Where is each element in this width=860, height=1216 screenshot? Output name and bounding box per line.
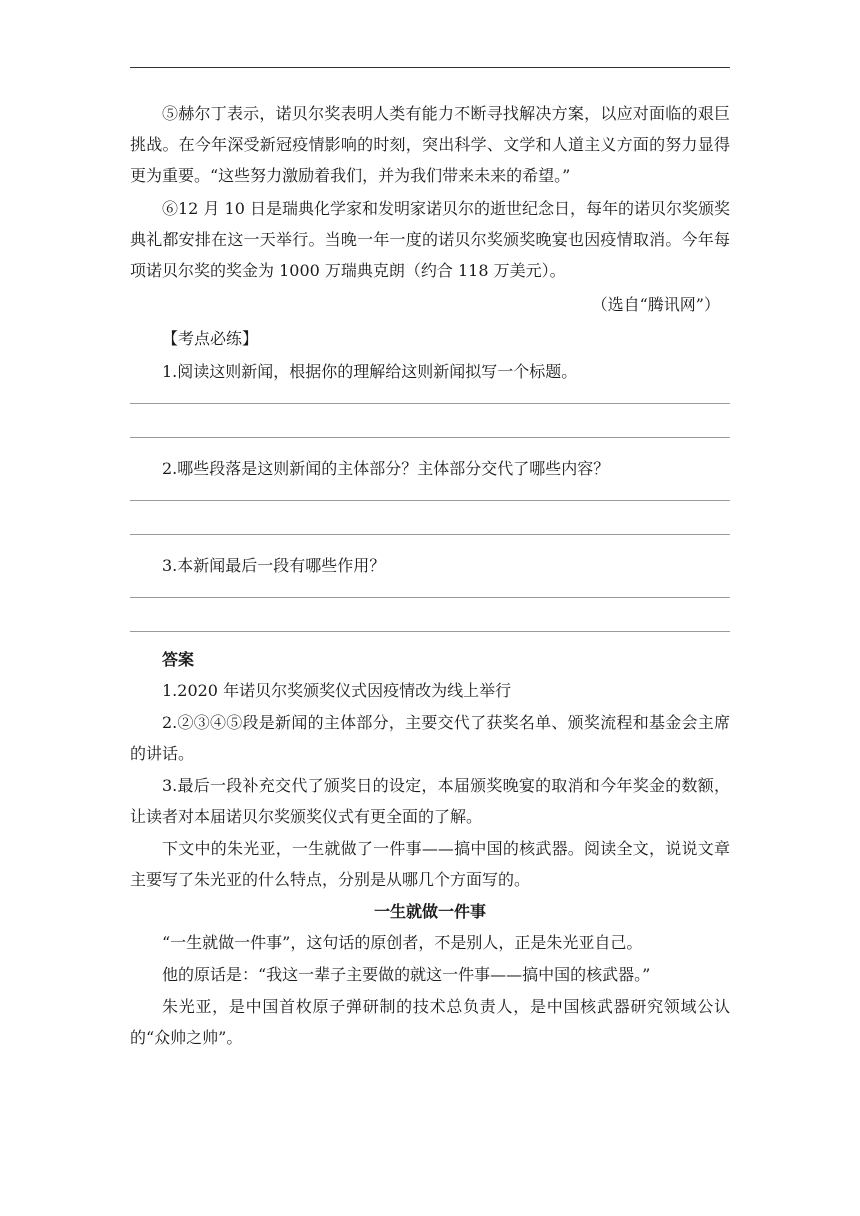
article-paragraph-5: ⑤赫尔丁表示，诺贝尔奖表明人类有能力不断寻找解决方案，以应对面临的艰巨挑战。在今年深受新冠疫情影响的时刻，突出科学、文学和人道主义方面的努力显得更为重要。“这些努力激励着我们，并为我们带来未来的希望。” xyxy=(130,104,730,185)
question-1: 1.阅读这则新闻，根据你的理解给这则新闻拟写一个标题。 xyxy=(162,362,578,381)
answer-line xyxy=(130,437,730,438)
answer-line xyxy=(130,597,730,598)
reading-title: 一生就做一件事 xyxy=(373,902,486,921)
answer-line xyxy=(130,631,730,632)
reading-paragraph: 他的原话是：“我这一辈子主要做的就这一件事——搞中国的核武器。” xyxy=(162,965,651,984)
exercise-heading: 【考点必练】 xyxy=(162,329,259,348)
reading-prompt: 下文中的朱光亚，一生就做了一件事——搞中国的核武器。阅读全文，说说文章主要写了朱光亚的什么特点，分别是从哪几个方面写的。 xyxy=(130,839,730,889)
reading-paragraph: “一生就做一件事”，这句话的原创者，不是别人，正是朱光亚自己。 xyxy=(162,933,643,952)
answer-1: 1.2020 年诺贝尔奖颁奖仪式因疫情改为线上举行 xyxy=(162,681,512,700)
question-3: 3.本新闻最后一段有哪些作用？ xyxy=(162,556,386,575)
answer-line xyxy=(130,403,730,404)
article-paragraph-6: ⑥12 月 10 日是瑞典化学家和发明家诺贝尔的逝世纪念日，每年的诺贝尔奖颁奖典礼都安排在这一天举行。当晚一年一度的诺贝尔奖颁奖晚宴也因疫情取消。今年每项诺贝尔奖的奖金为 1000 万瑞典克朗（约合 118 万美元）。 xyxy=(130,199,730,280)
reading-paragraph: 朱光亚，是中国首枚原子弹研制的技术总负责人，是中国核武器研究领域公认的“众帅之帅”。 xyxy=(130,997,730,1047)
header-rule xyxy=(130,67,730,68)
content-column xyxy=(130,98,730,1053)
question-2: 2.哪些段落是这则新闻的主体部分？主体部分交代了哪些内容？ xyxy=(162,459,610,478)
answer-2: 2.②③④⑤段是新闻的主体部分，主要交代了获奖名单、颁奖流程和基金会主席的讲话。 xyxy=(130,713,730,763)
answer-line xyxy=(130,500,730,501)
answer-3: 3.最后一段补充交代了颁奖日的设定，本届颁奖晚宴的取消和今年奖金的数额，让读者对本届诺贝尔奖颁奖仪式有更全面的了解。 xyxy=(130,776,730,826)
answer-line xyxy=(130,534,730,535)
answers-heading: 答案 xyxy=(162,650,195,669)
article-source: （选自“腾讯网”） xyxy=(591,295,720,314)
